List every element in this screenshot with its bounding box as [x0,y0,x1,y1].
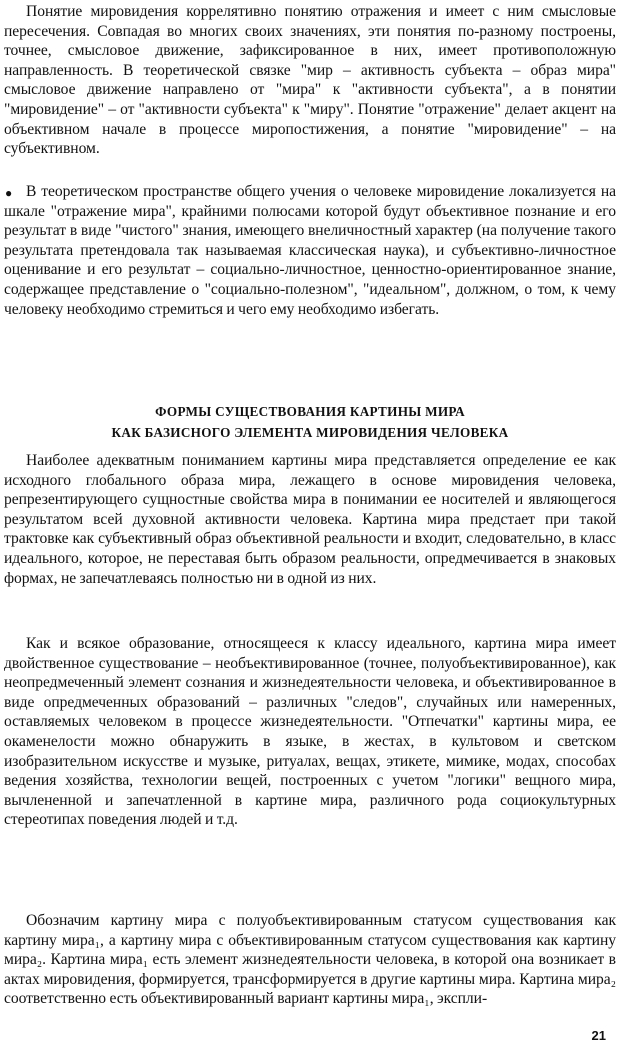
page-number: 21 [591,1028,606,1043]
paragraph-dual-existence: Как и всякое образование, относящееся к классу идеального, картина мира имеет двойственное существование – необъективированное (точнее, полуобъективированное), как неопредмеченный элемент сознания и жизнедеятельности человека, и объективированное в виде опредмеченных образований – различных "следов", случайных или намеренных, оставляемых человеком в процессе жизнедеятельности. "Отпечатки" картины мира, ее окаменелости можно обнаружить в языке, в жестах, в культовом и светском изобразительном искусстве и музыке, ритуалах, вещах, этикете, мимике, модах, способах ведения хозяйства, технологии вещей, построенных с учетом "логики" вещного мира, вычлененной и запечатленной в картине мира, различного рода социокультурных стереотипах поведения людей и т.д. [4,635,616,829]
handwritten-dot-mark: ● [5,186,13,200]
paragraph-world-picture-definition: Наиболее адекватным пониманием картины мира представляется определение ее как исходного глобального образа мира, лежащего в основе мировидения человека, репрезентирующего сущностные свойства мира в понимании ее носителей и являющегося результатом всей духовной активности человека. Картина мира предстает при такой трактовке как субъективный образ объективной реальности и входит, следовательно, в класс идеального, которое, не переставая быть образом реальности, опредмечивается в знаковых формах, не запечатлеваясь полностью ни в одной из них. [4,452,616,587]
section-heading-line-1: ФОРМЫ СУЩЕСТВОВАНИЯ КАРТИНЫ МИРА [155,404,465,419]
paragraph-world-picture-status: Обозначим картину мира с полуобъективированным статусом существования как картину мира₁, а картину мира с объективированным статусом существования как картину мира₂. Картина мира₁ есть элемент жизнедеятельности человека, в которой она возникает в актах мировидения, формируется, трансформируется в другие картины мира. Картина мира₂ соответственно есть объективированный вариант картины мира₁, экспли- [4,912,616,1008]
section-heading-line-2: КАК БАЗИСНОГО ЭЛЕМЕНТА МИРОВИДЕНИЯ ЧЕЛОВЕКА [111,425,509,440]
paragraph-reflection-concept: Понятие мировидения коррелятивно понятию отражения и имеет с ним смысловые пересечения. Совпадая во многих своих значениях, эти понятия по-разному построены, точнее, смысловое движение, зафиксированное в них, имеет противоположную направленность. В теоретической связке "мир – активность субъекта – образ мира" смысловое движение направлено от "мира" к "активности субъекта", а в понятии "мировидение" – от "активности субъекта" к "миру". Понятие "отражение" делает акцент на объективном начале в процессе миропостижения, а понятие "мировидение" – на субъективном. [4,3,616,158]
paragraph-theoretical-space: В теоретическом пространстве общего учения о человеке мировидение локализуется на шкале "отражение мира", крайними полюсами которой будут объективное познание и его результат в виде "чистого" знания, имеющего внеличностный характер (на получение такого результата претендовала так называемая классическая наука), и субъективно-личностное оценивание и его результат – социально-личностное, ценностно-ориентированное знание, содержащее представление о "социально-полезном", "идеальном", должном, о том, к чему человеку необходимо стремиться и чего ему необходимо избегать. [4,183,616,318]
